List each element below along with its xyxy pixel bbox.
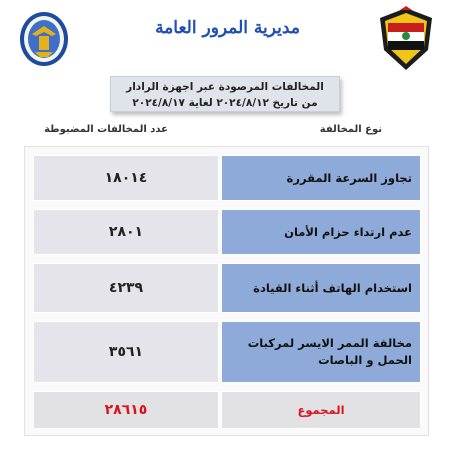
violation-type: تجاوز السرعة المقررة (221, 155, 421, 201)
violation-count: ١٨٠١٤ (33, 155, 219, 201)
page-title: مديرية المرور العامة (155, 18, 300, 38)
violation-type: استخدام الهاتف أثناء القيادة (221, 263, 421, 313)
violation-count: ٣٥٦١ (33, 321, 219, 383)
column-header-type: نوع المخالفة (319, 124, 382, 135)
total-row (33, 391, 421, 429)
table-row (33, 321, 421, 383)
table-row (33, 209, 421, 255)
column-header-count: عدد المخالفات المضبوطة (44, 124, 168, 135)
total-label: المجموع (221, 391, 421, 429)
subtitle-line-1: المخالفات المرصودة عبر اجهزة الرادار (126, 81, 324, 93)
eagle-emblem-icon (18, 10, 70, 68)
total-count: ٢٨٦١٥ (33, 391, 219, 429)
subtitle-line-2: من تاريخ ٢٠٢٤/٨/١٢ لغاية ٢٠٢٤/٨/١٧ (132, 97, 318, 109)
violation-type: عدم ارتداء حزام الأمان (221, 209, 421, 255)
violations-table (24, 146, 429, 436)
report-subtitle (110, 76, 340, 112)
table-row (33, 155, 421, 201)
table-row (33, 263, 421, 313)
violation-count: ٤٢٣٩ (33, 263, 219, 313)
traffic-directorate-seal-icon (378, 6, 434, 72)
violation-type: مخالفة الممر الايسر لمركبات الحمل و الباصات (221, 321, 421, 383)
violation-count: ٢٨٠١ (33, 209, 219, 255)
